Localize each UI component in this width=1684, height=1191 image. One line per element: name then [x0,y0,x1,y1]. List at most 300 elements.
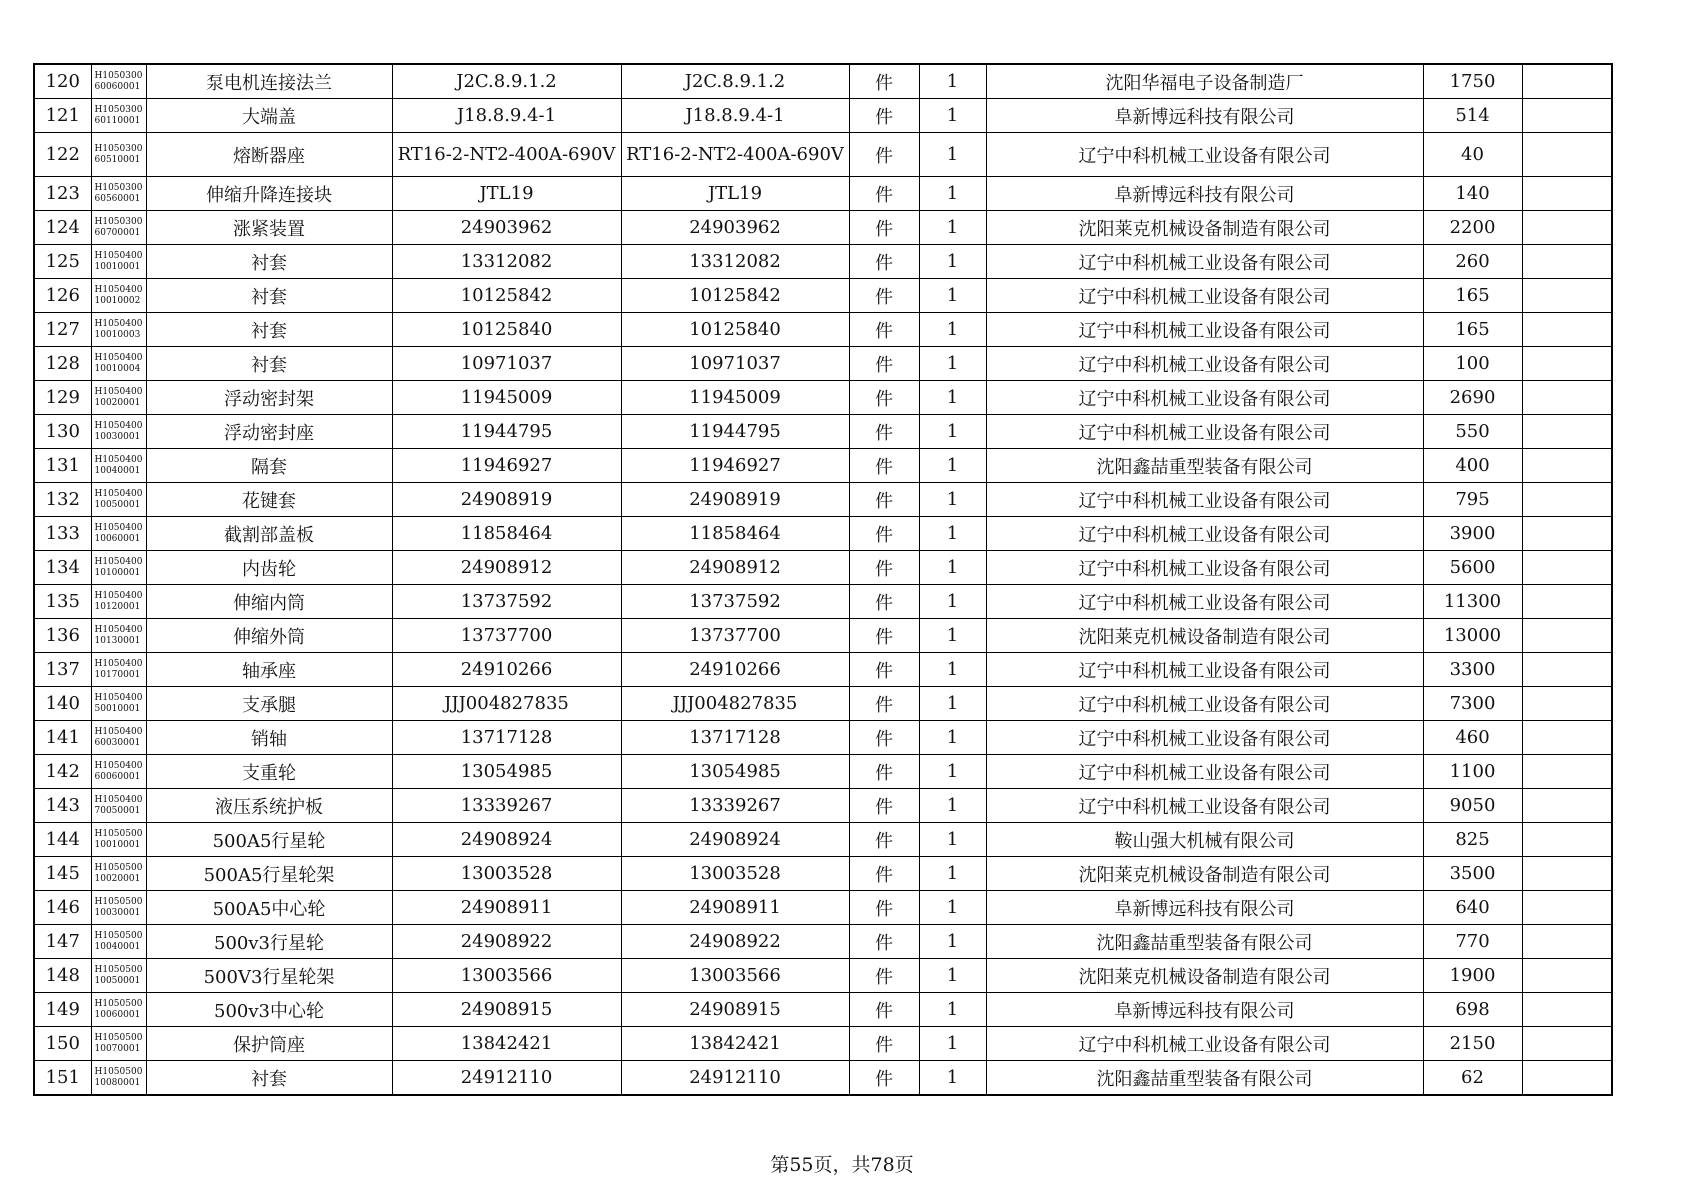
cell-unit: 件 [849,857,919,891]
cell-part-spec: 24903962 [392,211,621,245]
table-row [34,653,1612,687]
cell-part-name: 衬套 [146,347,392,381]
cell-price: 825 [1423,823,1522,857]
cell-material-code [91,1027,146,1061]
cell-material-code [91,619,146,653]
material-code-part2: 60060001 [94,771,141,782]
table-row [34,483,1612,517]
cell-supplier: 沈阳莱克机械设备制造有限公司 [986,857,1423,891]
cell-part-name: 涨紧装置 [146,211,392,245]
cell-supplier: 阜新博远科技有限公司 [986,177,1423,211]
cell-row-number: 142 [34,755,91,789]
cell-note [1522,211,1612,245]
material-code-part1: H1050400 [94,352,143,363]
cell-note [1522,619,1612,653]
table-row [34,381,1612,415]
table-row [34,857,1612,891]
cell-part-spec: 11945009 [392,381,621,415]
cell-row-number: 121 [34,99,91,133]
cell-part-model: 13737700 [621,619,849,653]
cell-note [1522,551,1612,585]
cell-supplier: 辽宁中科机械工业设备有限公司 [986,245,1423,279]
material-code-part1: H1050400 [94,658,143,669]
cell-material-code [91,449,146,483]
cell-material-code [91,245,146,279]
cell-material-code [91,891,146,925]
material-code-part2: 10130001 [94,635,141,646]
cell-quantity: 1 [919,1061,986,1096]
cell-part-name: 伸缩外筒 [146,619,392,653]
material-code-part2: 60700001 [94,227,141,238]
cell-note [1522,687,1612,721]
cell-supplier: 辽宁中科机械工业设备有限公司 [986,721,1423,755]
material-code-part1: H1050400 [94,522,143,533]
cell-price: 640 [1423,891,1522,925]
cell-material-code [91,755,146,789]
cell-note [1522,415,1612,449]
cell-quantity: 1 [919,99,986,133]
cell-part-spec: 13003528 [392,857,621,891]
cell-part-spec: 13312082 [392,245,621,279]
cell-part-name: 花键套 [146,483,392,517]
cell-material-code [91,653,146,687]
cell-price: 7300 [1423,687,1522,721]
cell-price: 1750 [1423,64,1522,99]
cell-price: 770 [1423,925,1522,959]
cell-part-name: 截割部盖板 [146,517,392,551]
cell-unit: 件 [849,925,919,959]
cell-quantity: 1 [919,415,986,449]
cell-part-model: 13003528 [621,857,849,891]
cell-part-name: 衬套 [146,313,392,347]
table-row [34,245,1612,279]
cell-row-number: 136 [34,619,91,653]
cell-quantity: 1 [919,483,986,517]
cell-unit: 件 [849,823,919,857]
cell-quantity: 1 [919,585,986,619]
cell-part-model: 24908915 [621,993,849,1027]
cell-supplier: 沈阳鑫喆重型装备有限公司 [986,449,1423,483]
cell-supplier: 辽宁中科机械工业设备有限公司 [986,483,1423,517]
cell-part-model: 13717128 [621,721,849,755]
cell-unit: 件 [849,585,919,619]
cell-unit: 件 [849,483,919,517]
cell-note [1522,823,1612,857]
cell-unit: 件 [849,619,919,653]
cell-unit: 件 [849,891,919,925]
cell-price: 1900 [1423,959,1522,993]
table-row [34,959,1612,993]
cell-supplier: 鞍山强大机械有限公司 [986,823,1423,857]
cell-part-name: 浮动密封座 [146,415,392,449]
cell-part-spec: 24908915 [392,993,621,1027]
cell-part-name: 500v3行星轮 [146,925,392,959]
cell-quantity: 1 [919,1027,986,1061]
table-row [34,755,1612,789]
cell-row-number: 128 [34,347,91,381]
material-code-part1: H1050400 [94,488,143,499]
cell-quantity: 1 [919,245,986,279]
table-row [34,347,1612,381]
cell-row-number: 145 [34,857,91,891]
cell-quantity: 1 [919,619,986,653]
cell-part-spec: 13339267 [392,789,621,823]
cell-unit: 件 [849,177,919,211]
cell-row-number: 122 [34,133,91,177]
cell-note [1522,245,1612,279]
cell-quantity: 1 [919,857,986,891]
cell-part-name: 轴承座 [146,653,392,687]
cell-part-name: 支重轮 [146,755,392,789]
cell-row-number: 144 [34,823,91,857]
material-code-part1: H1050500 [94,998,143,1009]
cell-supplier: 沈阳华福电子设备制造厂 [986,64,1423,99]
cell-supplier: 辽宁中科机械工业设备有限公司 [986,517,1423,551]
cell-part-model: 24912110 [621,1061,849,1096]
cell-note [1522,925,1612,959]
cell-part-model: 10125842 [621,279,849,313]
cell-note [1522,959,1612,993]
cell-price: 3900 [1423,517,1522,551]
cell-material-code [91,585,146,619]
table-row [34,551,1612,585]
cell-supplier: 阜新博远科技有限公司 [986,993,1423,1027]
cell-note [1522,313,1612,347]
material-code-part1: H1050300 [94,216,143,227]
cell-quantity: 1 [919,925,986,959]
table-row [34,313,1612,347]
table-row [34,211,1612,245]
cell-part-model: J2C.8.9.1.2 [621,64,849,99]
material-code-part1: H1050400 [94,726,143,737]
cell-unit: 件 [849,959,919,993]
cell-unit: 件 [849,133,919,177]
cell-row-number: 125 [34,245,91,279]
cell-supplier: 辽宁中科机械工业设备有限公司 [986,415,1423,449]
cell-row-number: 131 [34,449,91,483]
table-row [34,585,1612,619]
cell-note [1522,721,1612,755]
cell-material-code [91,211,146,245]
cell-supplier: 辽宁中科机械工业设备有限公司 [986,313,1423,347]
material-code-part2: 10040001 [94,465,141,476]
cell-part-name: 熔断器座 [146,133,392,177]
cell-note [1522,1027,1612,1061]
material-code-part1: H1050300 [94,70,143,81]
cell-supplier: 辽宁中科机械工业设备有限公司 [986,755,1423,789]
cell-supplier: 辽宁中科机械工业设备有限公司 [986,653,1423,687]
material-code-part1: H1050400 [94,590,143,601]
cell-row-number: 120 [34,64,91,99]
cell-note [1522,653,1612,687]
cell-note [1522,279,1612,313]
material-code-part1: H1050500 [94,930,143,941]
cell-part-spec: 13737592 [392,585,621,619]
cell-part-name: 衬套 [146,279,392,313]
table-row [34,133,1612,177]
cell-unit: 件 [849,415,919,449]
table-row [34,99,1612,133]
material-code-part2: 10100001 [94,567,141,578]
cell-material-code [91,1061,146,1096]
cell-quantity: 1 [919,687,986,721]
material-code-part1: H1050300 [94,104,143,115]
cell-quantity: 1 [919,789,986,823]
cell-part-model: 13339267 [621,789,849,823]
table-row [34,619,1612,653]
cell-price: 5600 [1423,551,1522,585]
cell-part-model: 10971037 [621,347,849,381]
table-row [34,721,1612,755]
cell-row-number: 141 [34,721,91,755]
cell-part-name: 500V3行星轮架 [146,959,392,993]
cell-part-spec: JTL19 [392,177,621,211]
material-code-part2: 60560001 [94,193,141,204]
cell-price: 140 [1423,177,1522,211]
table-row [34,177,1612,211]
cell-quantity: 1 [919,133,986,177]
cell-unit: 件 [849,211,919,245]
cell-part-spec: J2C.8.9.1.2 [392,64,621,99]
cell-price: 100 [1423,347,1522,381]
material-code-part1: H1050500 [94,1032,143,1043]
cell-part-name: 500A5行星轮架 [146,857,392,891]
cell-part-spec: 11946927 [392,449,621,483]
cell-material-code [91,959,146,993]
cell-part-name: 大端盖 [146,99,392,133]
cell-unit: 件 [849,517,919,551]
cell-row-number: 132 [34,483,91,517]
material-code-part2: 10020001 [94,873,141,884]
cell-note [1522,1061,1612,1096]
page-footer: 第55页，共78页 [770,1154,914,1176]
material-code-part2: 10070001 [94,1043,141,1054]
cell-part-model: 24908912 [621,551,849,585]
cell-part-name: 保护筒座 [146,1027,392,1061]
cell-part-model: 24910266 [621,653,849,687]
cell-quantity: 1 [919,823,986,857]
cell-supplier: 沈阳莱克机械设备制造有限公司 [986,211,1423,245]
material-code-part2: 10010003 [94,329,141,340]
cell-unit: 件 [849,653,919,687]
cell-part-model: 11946927 [621,449,849,483]
cell-part-spec: J18.8.9.4-1 [392,99,621,133]
cell-part-model: RT16-2-NT2-400A-690V [621,133,849,177]
cell-unit: 件 [849,993,919,1027]
cell-unit: 件 [849,789,919,823]
cell-part-name: 衬套 [146,245,392,279]
cell-part-spec: 10125842 [392,279,621,313]
cell-price: 165 [1423,279,1522,313]
cell-unit: 件 [849,245,919,279]
material-code-part2: 10060001 [94,533,141,544]
cell-part-name: 隔套 [146,449,392,483]
cell-material-code [91,823,146,857]
table-row [34,789,1612,823]
cell-row-number: 150 [34,1027,91,1061]
cell-part-spec: 24908919 [392,483,621,517]
cell-row-number: 149 [34,993,91,1027]
cell-part-spec: 10971037 [392,347,621,381]
cell-supplier: 辽宁中科机械工业设备有限公司 [986,551,1423,585]
cell-material-code [91,64,146,99]
cell-supplier: 辽宁中科机械工业设备有限公司 [986,789,1423,823]
cell-quantity: 1 [919,959,986,993]
cell-part-name: 浮动密封架 [146,381,392,415]
material-code-part2: 10050001 [94,975,141,986]
table-row [34,517,1612,551]
cell-note [1522,381,1612,415]
cell-note [1522,99,1612,133]
cell-price: 3300 [1423,653,1522,687]
cell-unit: 件 [849,381,919,415]
cell-part-spec: 24908922 [392,925,621,959]
cell-price: 550 [1423,415,1522,449]
material-code-part1: H1050400 [94,250,143,261]
cell-material-code [91,857,146,891]
material-code-part1: H1050300 [94,182,143,193]
material-code-part1: H1050500 [94,1066,143,1077]
material-code-part1: H1050400 [94,318,143,329]
cell-part-spec: 13737700 [392,619,621,653]
cell-note [1522,891,1612,925]
cell-unit: 件 [849,347,919,381]
cell-supplier: 沈阳莱克机械设备制造有限公司 [986,959,1423,993]
cell-material-code [91,687,146,721]
cell-material-code [91,415,146,449]
cell-part-spec: 24908912 [392,551,621,585]
cell-unit: 件 [849,313,919,347]
cell-part-model: 24903962 [621,211,849,245]
material-code-part1: H1050500 [94,896,143,907]
material-code-part2: 60060001 [94,81,141,92]
cell-row-number: 133 [34,517,91,551]
cell-part-spec: 24908924 [392,823,621,857]
cell-material-code [91,721,146,755]
cell-material-code [91,381,146,415]
material-code-part2: 10020001 [94,397,141,408]
cell-supplier: 辽宁中科机械工业设备有限公司 [986,279,1423,313]
cell-supplier: 辽宁中科机械工业设备有限公司 [986,687,1423,721]
material-code-part1: H1050400 [94,692,143,703]
cell-part-spec: 13717128 [392,721,621,755]
cell-price: 13000 [1423,619,1522,653]
cell-row-number: 126 [34,279,91,313]
material-code-part2: 10170001 [94,669,141,680]
table-row [34,64,1612,99]
cell-unit: 件 [849,99,919,133]
cell-quantity: 1 [919,347,986,381]
cell-supplier: 辽宁中科机械工业设备有限公司 [986,585,1423,619]
cell-material-code [91,789,146,823]
table-row [34,687,1612,721]
cell-unit: 件 [849,449,919,483]
cell-material-code [91,313,146,347]
material-code-part2: 10060001 [94,1009,141,1020]
material-code-part2: 10010002 [94,295,141,306]
cell-supplier: 阜新博远科技有限公司 [986,891,1423,925]
cell-unit: 件 [849,755,919,789]
material-code-part2: 10030001 [94,431,141,442]
parts-table-body [34,64,1612,1095]
cell-material-code [91,133,146,177]
cell-part-spec: 13003566 [392,959,621,993]
cell-row-number: 134 [34,551,91,585]
cell-quantity: 1 [919,653,986,687]
cell-price: 9050 [1423,789,1522,823]
material-code-part2: 50010001 [94,703,141,714]
cell-quantity: 1 [919,449,986,483]
material-code-part2: 10010001 [94,261,141,272]
cell-note [1522,585,1612,619]
cell-note [1522,789,1612,823]
cell-part-model: 11944795 [621,415,849,449]
table-row [34,1027,1612,1061]
material-code-part2: 10030001 [94,907,141,918]
cell-unit: 件 [849,687,919,721]
cell-part-model: 13737592 [621,585,849,619]
cell-part-name: 液压系统护板 [146,789,392,823]
cell-supplier: 辽宁中科机械工业设备有限公司 [986,347,1423,381]
cell-material-code [91,551,146,585]
cell-part-model: 11945009 [621,381,849,415]
cell-unit: 件 [849,551,919,585]
cell-material-code [91,279,146,313]
table-row [34,449,1612,483]
cell-material-code [91,347,146,381]
cell-part-spec: JJJ004827835 [392,687,621,721]
material-code-part1: H1050400 [94,386,143,397]
cell-row-number: 146 [34,891,91,925]
cell-note [1522,177,1612,211]
cell-price: 698 [1423,993,1522,1027]
cell-quantity: 1 [919,721,986,755]
cell-material-code [91,925,146,959]
material-code-part1: H1050500 [94,862,143,873]
cell-part-name: 内齿轮 [146,551,392,585]
cell-note [1522,755,1612,789]
table-row [34,415,1612,449]
cell-row-number: 147 [34,925,91,959]
cell-note [1522,993,1612,1027]
material-code-part1: H1050500 [94,964,143,975]
cell-row-number: 137 [34,653,91,687]
cell-part-name: 支承腿 [146,687,392,721]
cell-price: 514 [1423,99,1522,133]
cell-part-spec: 24912110 [392,1061,621,1096]
cell-row-number: 123 [34,177,91,211]
cell-part-name: 衬套 [146,1061,392,1096]
cell-quantity: 1 [919,279,986,313]
cell-price: 11300 [1423,585,1522,619]
table-row [34,823,1612,857]
cell-note [1522,483,1612,517]
cell-quantity: 1 [919,993,986,1027]
cell-price: 62 [1423,1061,1522,1096]
cell-price: 165 [1423,313,1522,347]
cell-material-code [91,177,146,211]
cell-price: 2150 [1423,1027,1522,1061]
material-code-part1: H1050400 [94,624,143,635]
cell-part-name: 伸缩内筒 [146,585,392,619]
material-code-part2: 10010004 [94,363,141,374]
cell-part-spec: 13842421 [392,1027,621,1061]
cell-price: 460 [1423,721,1522,755]
cell-unit: 件 [849,1061,919,1096]
cell-part-model: 10125840 [621,313,849,347]
cell-part-model: 13054985 [621,755,849,789]
material-code-part1: H1050500 [94,828,143,839]
